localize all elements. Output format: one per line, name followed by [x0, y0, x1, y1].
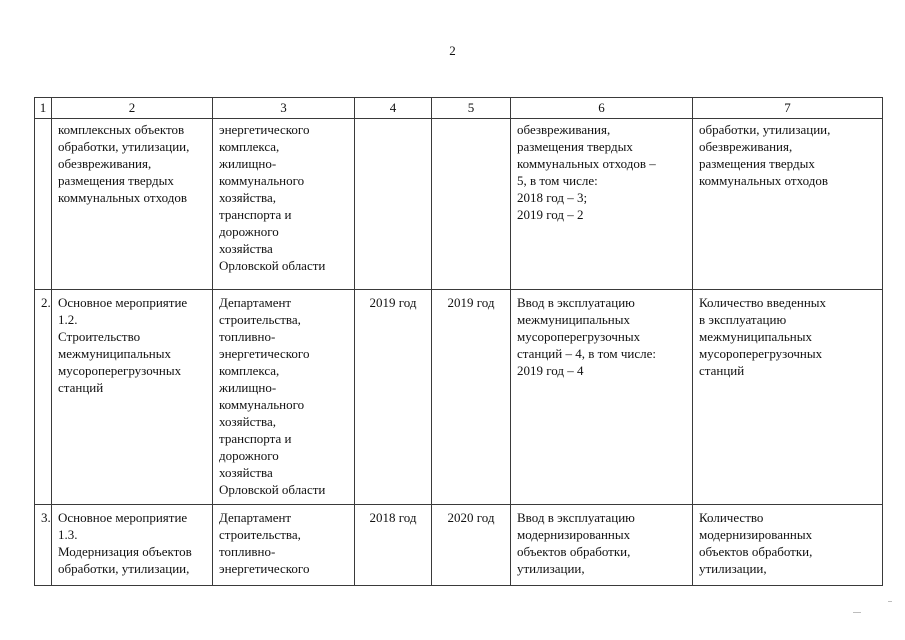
header-cell-col-6: 6 — [511, 98, 693, 119]
table-row — [35, 505, 883, 586]
indicator-cell: обработки, утилизации, обезвреживания, размещения твердых коммунальных отходов — [693, 119, 883, 290]
page-number: 2 — [449, 43, 456, 58]
start-year-cell: 2019 год — [355, 290, 432, 505]
executor-cell: Департамент строительства, топливно- энергетического комплекса, жилищно- коммунального хозяйства, транспорта и дорожного хозяйства Орловской области — [213, 290, 355, 505]
result-cell: Ввод в эксплуатацию межмуниципальных мусороперегрузочных станций – 4, в том числе: 2019 год – 4 — [511, 290, 693, 505]
scan-artifact-mark — [888, 601, 892, 602]
end-year-cell: 2019 год — [432, 290, 511, 505]
row-number-cell — [35, 119, 52, 290]
row-number-cell: 2. — [35, 290, 52, 505]
table-header-row — [35, 98, 883, 119]
start-year-cell: 2018 год — [355, 505, 432, 586]
start-year-cell — [355, 119, 432, 290]
end-year-cell: 2020 год — [432, 505, 511, 586]
header-cell-col-7: 7 — [693, 98, 883, 119]
activity-cell: комплексных объектов обработки, утилизации, обезвреживания, размещения твердых коммунальных отходов — [52, 119, 213, 290]
result-cell: обезвреживания, размещения твердых коммунальных отходов – 5, в том числе: 2018 год – 3; 2019 год – 2 — [511, 119, 693, 290]
indicator-cell: Количество введенных в эксплуатацию межмуниципальных мусороперегрузочных станций — [693, 290, 883, 505]
header-cell-col-4: 4 — [355, 98, 432, 119]
header-cell-col-1: 1 — [35, 98, 52, 119]
activity-cell: Основное мероприятие 1.3. Модернизация объектов обработки, утилизации, — [52, 505, 213, 586]
scan-artifact-mark — [853, 612, 861, 613]
row-number-cell: 3. — [35, 505, 52, 586]
executor-cell: Департамент строительства, топливно- энергетического — [213, 505, 355, 586]
program-activities-table — [34, 97, 883, 586]
table-row — [35, 119, 883, 290]
header-cell-col-3: 3 — [213, 98, 355, 119]
header-cell-col-2: 2 — [52, 98, 213, 119]
indicator-cell: Количество модернизированных объектов обработки, утилизации, — [693, 505, 883, 586]
header-cell-col-5: 5 — [432, 98, 511, 119]
table-row — [35, 290, 883, 505]
result-cell: Ввод в эксплуатацию модернизированных объектов обработки, утилизации, — [511, 505, 693, 586]
activity-cell: Основное мероприятие 1.2. Строительство межмуниципальных мусороперегрузочных станций — [52, 290, 213, 505]
executor-cell: энергетического комплекса, жилищно- коммунального хозяйства, транспорта и дорожного хозяйства Орловской области — [213, 119, 355, 290]
end-year-cell — [432, 119, 511, 290]
